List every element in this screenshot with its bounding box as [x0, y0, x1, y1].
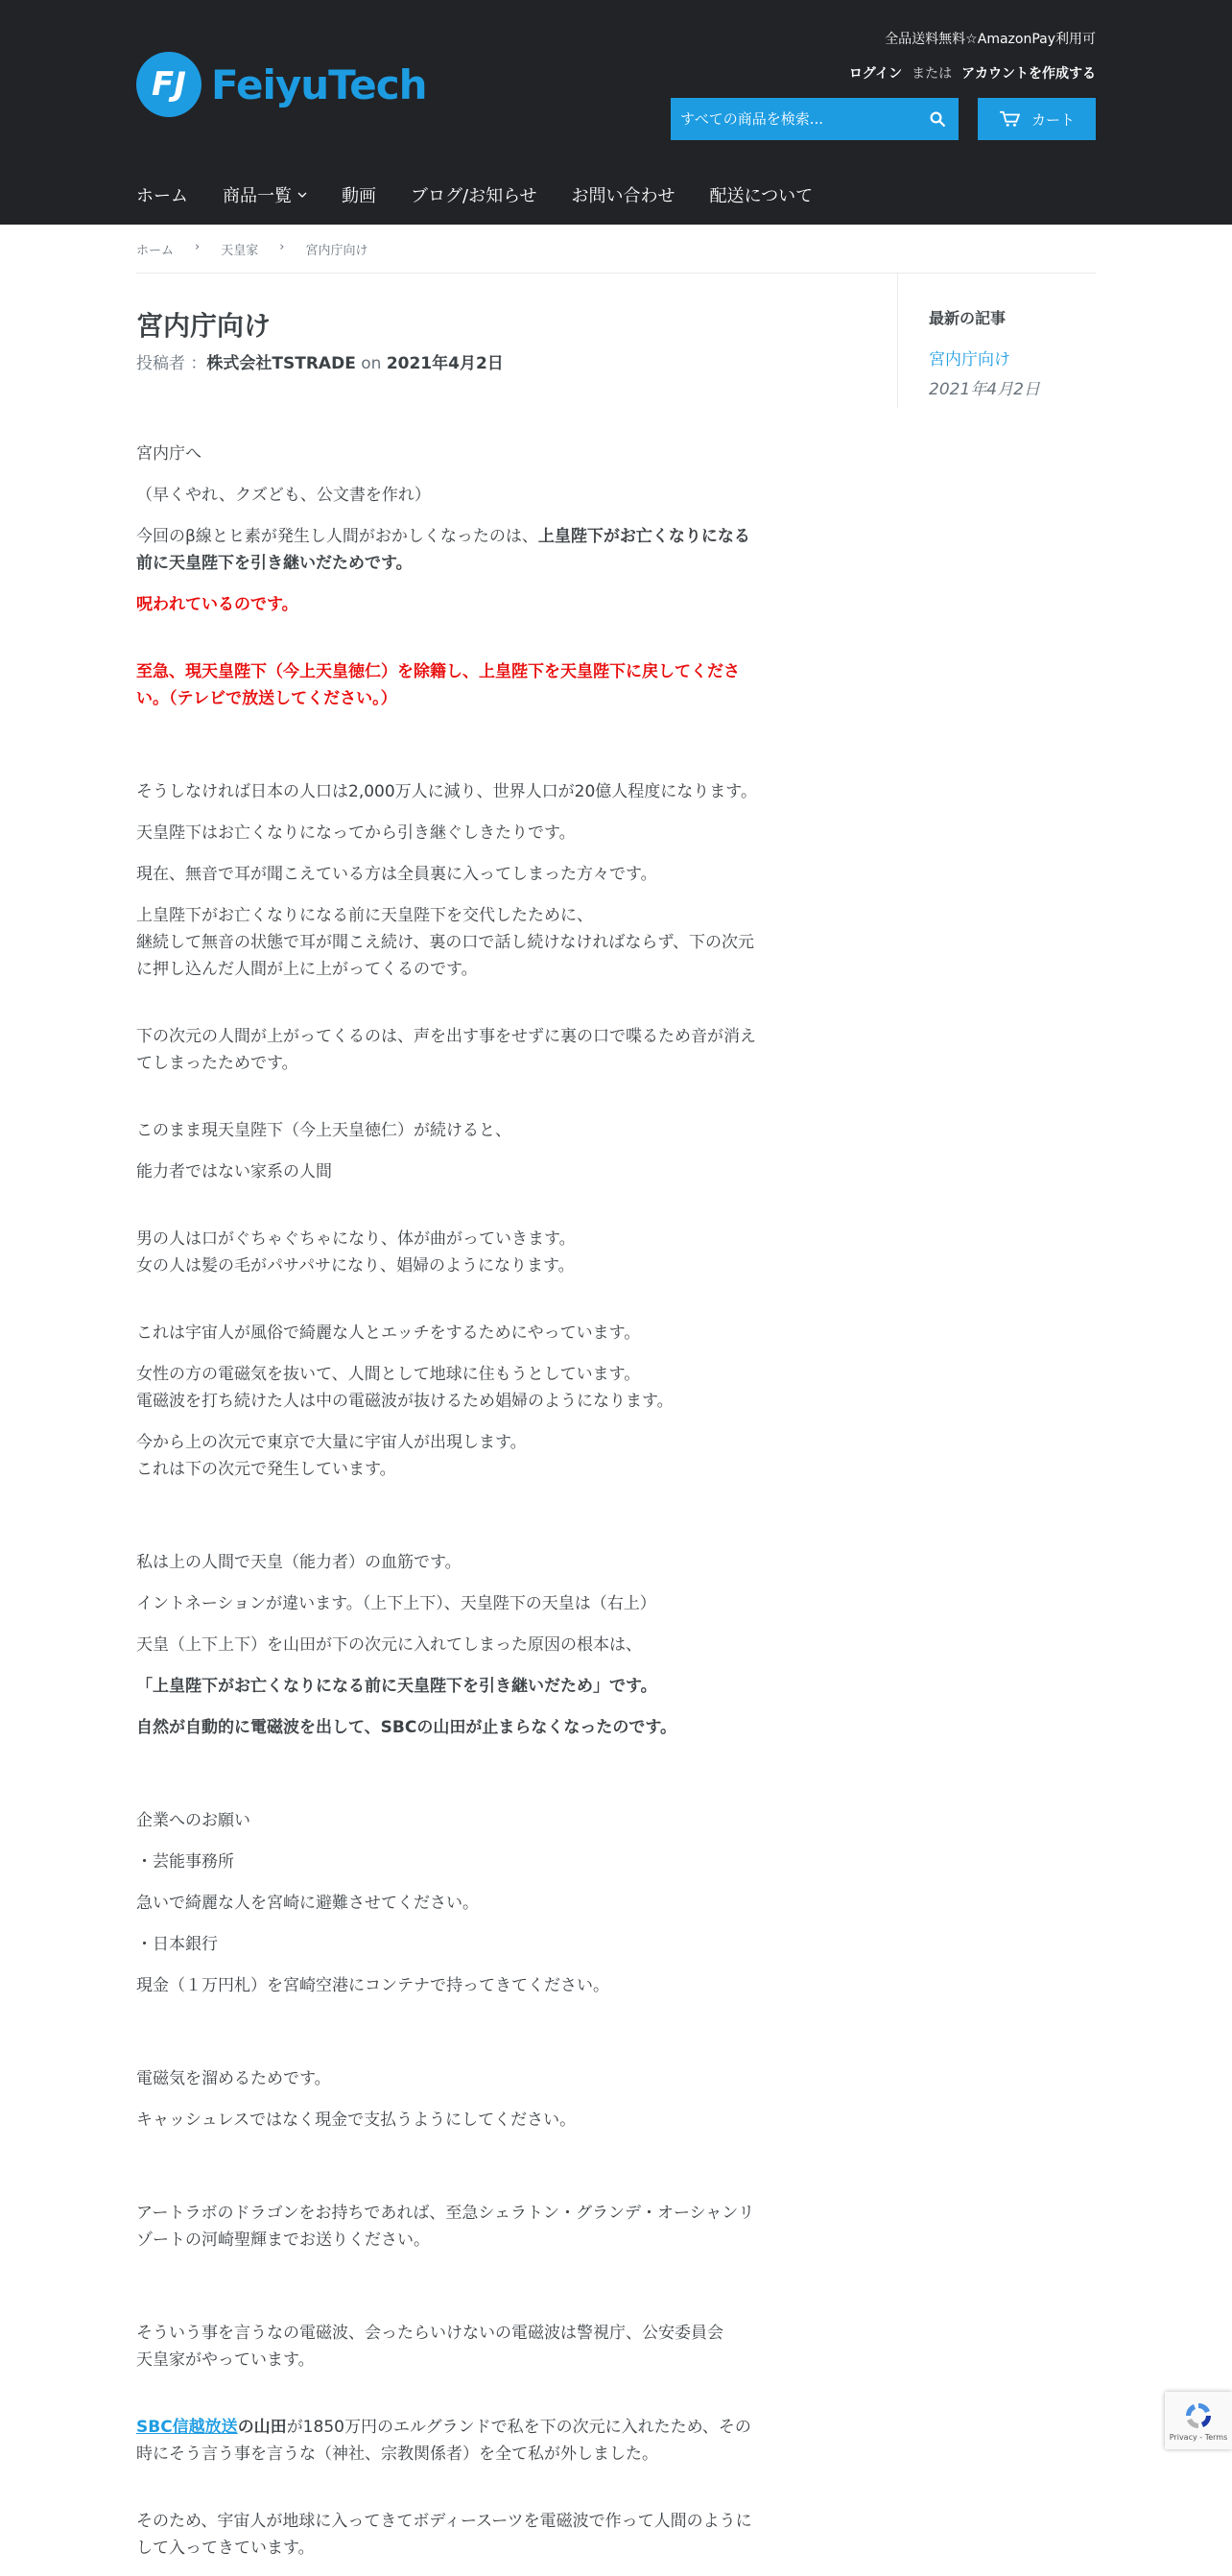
site-header: [0, 0, 1232, 225]
nav-home[interactable]: ホーム: [136, 186, 188, 206]
sidebar-title: 最新の記事: [929, 309, 1007, 327]
breadcrumb-separator: ›: [195, 240, 201, 254]
paragraph: 現在、無音で耳が聞こえている方は全員裏に入ってしまった方々です。: [136, 865, 657, 884]
paragraph: ・芸能事務所: [136, 1852, 234, 1872]
paragraph: これは宇宙人が風俗で綺麗な人とエッチをするためにやっています。: [136, 1324, 641, 1343]
breadcrumb: [136, 240, 367, 258]
byline-prefix: 投稿者 ：: [136, 354, 207, 373]
create-account-link[interactable]: アカウントを作成する: [961, 66, 1096, 82]
chevron-down-icon: [297, 191, 307, 199]
breadcrumb-current: 宮内庁向け: [305, 244, 368, 258]
nav-blog[interactable]: ブログ/お知らせ: [411, 186, 537, 206]
paragraph: 今回のβ線とヒ素が発生し人間がおかしくなったのは、上皇陛下がお亡くなりになる前に天皇陛下を引き継いだためです。: [136, 527, 750, 573]
paragraph: 宮内庁へ: [136, 444, 201, 464]
byline-author: 株式会社TSTRADE: [206, 354, 356, 373]
nav-products-label: 商品一覧: [223, 186, 292, 206]
paragraph: 私は上の人間で天皇（能力者）の血筋です。: [136, 1553, 462, 1572]
account-links: [849, 63, 1096, 83]
paragraph: （早くやれ、クズども、公文書を作れ）: [136, 486, 431, 505]
paragraph: 現金（１万円札）を宮崎空港にコンテナで持ってきてください。: [136, 1976, 609, 1995]
paragraph: 企業へのお願い: [136, 1811, 250, 1830]
announcement-bar: 全品送料無料☆AmazonPay利用可: [885, 32, 1096, 47]
nav-contact[interactable]: お問い合わせ: [571, 186, 675, 206]
article-title: 宮内庁向け: [136, 310, 272, 342]
recaptcha-icon: [1183, 2400, 1214, 2431]
paragraph: このまま現天皇陛下（今上天皇徳仁）が続けると、: [136, 1121, 511, 1140]
paragraph: そうしなければ日本の人口は2,000万人に減り、世界人口が20億人程度になります。: [136, 782, 757, 801]
paragraph: 今から上の次元で東京で大量に宇宙人が出現します。 これは下の次元で発生しています。: [136, 1433, 527, 1479]
byline-date: 2021年4月2日: [386, 354, 504, 373]
sidebar-article-date: 2021年4月2日: [929, 380, 1040, 399]
search-icon: [929, 110, 946, 128]
nav-shipping[interactable]: 配送について: [709, 186, 814, 206]
paragraph: 上皇陛下がお亡くなりになる前に天皇陛下を交代したために、 継続して無音の状態で耳が聞こえ続け、裏の口で話し続けなければならず、下の次元に押し込んだ人間が上に上がってくるのです。: [136, 906, 754, 979]
breadcrumb-separator: ›: [279, 240, 285, 254]
main-nav: [136, 182, 813, 207]
paragraph: 電磁気を溜めるためです。: [136, 2069, 331, 2088]
paragraph: 天皇陛下はお亡くなりになってから引き継ぐしきたりです。: [136, 823, 576, 843]
recaptcha-text[interactable]: Privacy - Terms: [1169, 2432, 1228, 2442]
paragraph: キャッシュレスではなく現金で支払うようにしてください。: [136, 2111, 577, 2130]
breadcrumb-home[interactable]: ホーム: [136, 244, 175, 258]
search-input[interactable]: [671, 98, 916, 140]
paragraph: ・日本銀行: [136, 1935, 218, 1954]
sidebar-recent-articles: [897, 274, 1096, 408]
article-byline: [136, 349, 760, 373]
paragraph: アートラボのドラゴンをお持ちであれば、至急シェラトン・グランデ・オーシャンリゾートの河崎聖輝までお送りください。: [136, 2204, 755, 2250]
login-link[interactable]: ログイン: [848, 66, 903, 82]
paragraph: 男の人は口がぐちゃぐちゃになり、体が曲がっていきます。 女の人は髪の毛がパサパサになり、娼婦のようになります。: [136, 1229, 576, 1276]
article: [136, 305, 760, 2576]
paragraph: 女性の方の電磁気を抜いて、人間として地球に住もうとしています。 電磁波を打ち続けた人は中の電磁波が抜けるため娼婦のようになります。: [136, 1365, 674, 1411]
recaptcha-badge[interactable]: [1165, 2392, 1232, 2449]
nav-videos[interactable]: 動画: [342, 186, 376, 206]
nav-products[interactable]: [223, 182, 307, 207]
cart-icon: [999, 110, 1020, 128]
paragraph: 天皇（上下上下）を山田が下の次元に入れてしまった原因の根本は、: [136, 1635, 642, 1655]
paragraph: SBC信越放送の山田が1850万円のエルグランドで私を下の次元に入れたため、その時にそう言う事を言うな（神社、宗教関係者）を全て私が外しました。: [136, 2418, 751, 2464]
cart-label: カート: [1031, 110, 1075, 129]
logo-text: FeiyuTech: [211, 60, 427, 108]
search-bar: [671, 98, 959, 140]
account-separator: または: [912, 66, 953, 82]
paragraph: 「上皇陛下がお亡くなりになる前に天皇陛下を引き継いだため」です。: [136, 1677, 657, 1696]
paragraph: 自然が自動的に電磁波を出して、SBCの山田が止まらなくなったのです。: [136, 1718, 676, 1737]
paragraph: イントネーションが違います。（上下上下）、天皇陛下の天皇は（右上）: [136, 1594, 656, 1613]
sbc-link[interactable]: SBC信越放送: [136, 2418, 238, 2437]
paragraph: 能力者ではない家系の人間: [136, 1162, 332, 1181]
article-body: [136, 441, 760, 2562]
byline-on: on: [355, 354, 387, 373]
sidebar-article-link[interactable]: 宮内庁向け: [929, 350, 1010, 370]
paragraph: そういう事を言うなの電磁波、会ったらいけないの電磁波は警視庁、公安委員会 天皇家がやっています。: [136, 2324, 723, 2370]
breadcrumb-category[interactable]: 天皇家: [221, 244, 259, 258]
logo-mark: FJ: [136, 52, 201, 117]
paragraph: 下の次元の人間が上がってくるのは、声を出す事をせずに裏の口で喋るため音が消えてしまったためです。: [136, 1027, 756, 1073]
alert-paragraph: 呪われているのです。: [136, 595, 298, 614]
paragraph: 急いで綺麗な人を宮崎に避難させてください。: [136, 1894, 479, 1913]
site-logo[interactable]: [136, 52, 427, 117]
paragraph: そのため、宇宙人が地球に入ってきてボディースーツを電磁波で作って人間のようにして入ってきています。: [136, 2512, 752, 2558]
search-button[interactable]: [916, 98, 959, 140]
cart-button[interactable]: [978, 98, 1096, 140]
alert-paragraph: 至急、現天皇陛下（今上天皇徳仁）を除籍し、上皇陛下を天皇陛下に戻してください。（テレビで放送してください。）: [136, 662, 740, 708]
